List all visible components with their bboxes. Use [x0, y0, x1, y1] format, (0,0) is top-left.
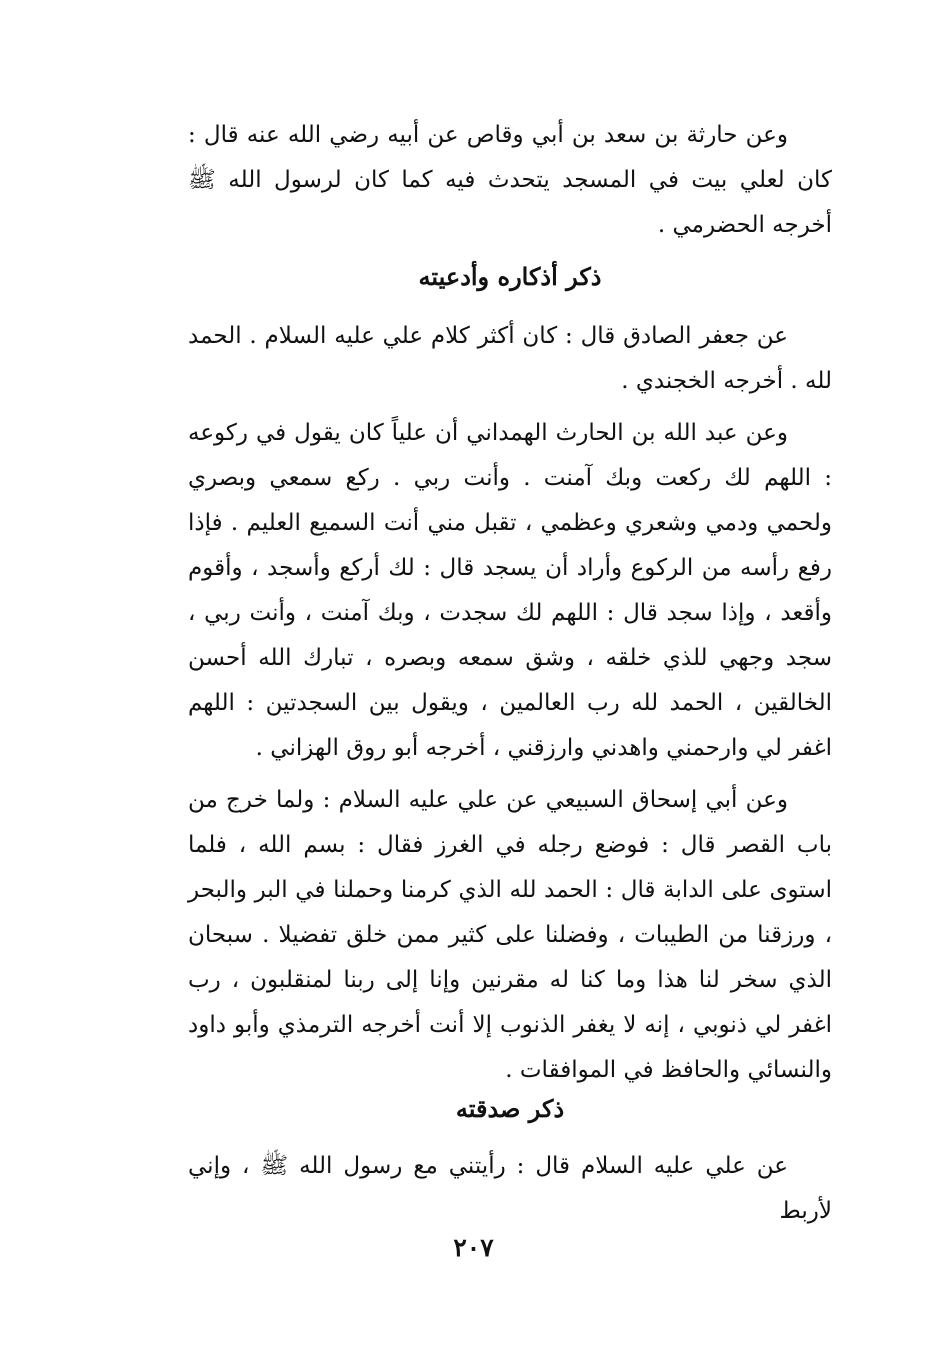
paragraph-text: وعن حارثة بن سعد بن أبي وقاص عن أبيه رضي الله عنه قال : كان لعلي بيت في المسجد يتحدث فيه كما كان لرسول الله ﷺ أخرجه الحضرمي . — [188, 122, 832, 238]
paragraph-text: عن جعفر الصادق قال : كان أكثر كلام علي عليه السلام . الحمد لله . أخرجه الخجندي . — [188, 323, 832, 394]
paragraph-harithah — [188, 113, 832, 248]
section-heading-adhkar: ذكر أذكاره وأدعيته — [418, 262, 602, 291]
paragraph-sadaqa — [188, 1144, 832, 1234]
paragraph-text: عن علي عليه السلام قال : رأيتني مع رسول الله ﷺ ، وإني لأربط — [188, 1153, 832, 1224]
paragraph-text: وعن عبد الله بن الحارث الهمداني أن علياً كان يقول في ركوعه : اللهم لك ركعت وبك آمنت . وأنت ربي . ركع سمعي وبصري ولحمي ودمي وشعري وعظمي ، تقبل مني أنت السميع العليم . فإذا رفع رأسه من الركوع وأراد أن يسجد قال : لك أركع وأسجد ، وأقوم وأقعد ، وإذا سجد قال : اللهم لك سجدت ، وبك آمنت ، وأنت ربي ، سجد وجهي للذي خلقه ، وشق سمعه وبصره ، تبارك الله أحسن الخالقين ، الحمد لله رب العالمين ، ويقول بين السجدتين : اللهم اغفر لي وارحمني واهدني وارزقني ، أخرجه أبو روق الهزاني . — [188, 420, 832, 761]
section-heading-sadaqa: ذكر صدقته — [455, 1094, 565, 1123]
paragraph-jafar — [188, 314, 832, 404]
page-number: ٢٠٧ — [453, 1233, 494, 1262]
paragraph-ruku-dua — [188, 411, 832, 771]
paragraph-text: وعن أبي إسحاق السبيعي عن علي عليه السلام : ولما خرج من باب القصر قال : فوضع رجله في الغرز فقال : بسم الله ، فلما استوى على الدابة قال : الحمد لله الذي كرمنا وحملنا في البر والبحر ، ورزقنا من الطيبات ، وفضلنا على كثير ممن خلق تفضيلا . سبحان الذي سخر لنا هذا وما كنا له مقرنين وإنا إلى ربنا لمنقلبون ، رب اغفر لي ذنوبي ، إنه لا يغفر الذنوب إلا أنت أخرجه الترمذي وأبو داود والنسائي والحافظ في الموافقات . — [188, 787, 832, 1083]
paragraph-travel-dua — [188, 778, 832, 1093]
